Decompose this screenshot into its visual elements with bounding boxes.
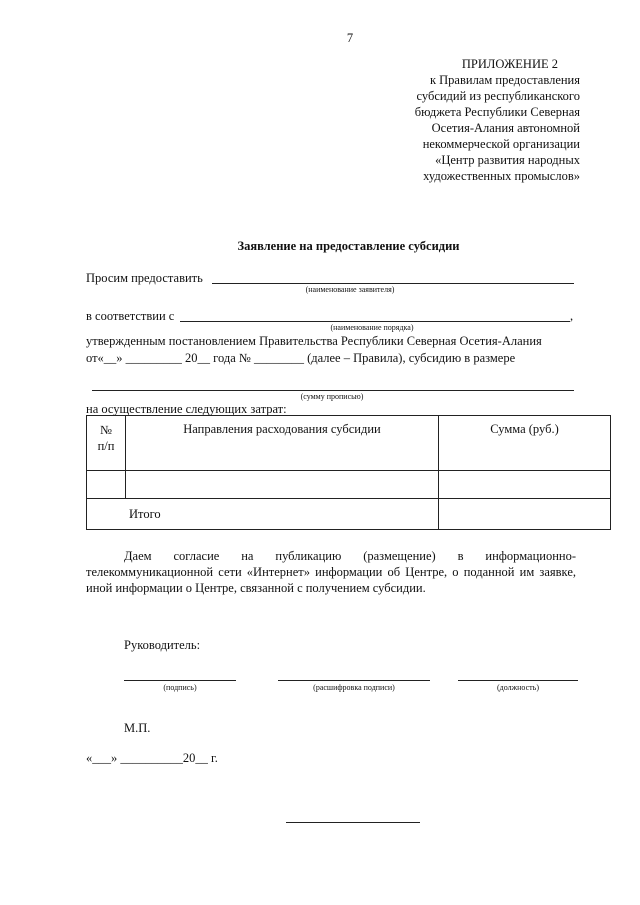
table-header-row <box>87 416 611 471</box>
table-total-row <box>87 499 611 530</box>
stamp-label: М.П. <box>124 721 151 735</box>
date-footer: «___» __________20__ г. <box>86 751 218 765</box>
appendix-line: Осетия-Алания автономной <box>431 121 580 135</box>
appendix-line: к Правилам предоставления <box>429 73 580 87</box>
costs-table <box>86 415 611 530</box>
cell-direction[interactable] <box>126 471 439 499</box>
total-sum[interactable] <box>439 499 611 530</box>
signature-hint: (подпись) <box>163 683 197 692</box>
total-label: Итого <box>129 507 161 521</box>
appendix-title: ПРИЛОЖЕНИЕ 2 <box>461 57 558 71</box>
date-line: от«__» _________ 20__ года № ________ (далее – Правила), субсидию в размере <box>86 351 516 365</box>
header-number-text: № п/п <box>97 423 115 453</box>
procedure-field[interactable] <box>180 321 570 322</box>
cell-number[interactable] <box>87 471 126 499</box>
header-number <box>87 416 126 471</box>
table-row <box>87 471 611 499</box>
form-title: Заявление на предоставление субсидии <box>237 239 460 253</box>
cell-sum[interactable] <box>439 471 611 499</box>
procedure-hint: (наименование порядка) <box>330 323 414 332</box>
applicant-hint: (наименование заявителя) <box>305 285 395 294</box>
header-direction: Направления расходования субсидии <box>126 416 439 471</box>
consent-paragraph: Даем согласие на публикацию (размещение) в информационно-телекоммуникационной сети «Интернет» информации об Центре, о поданной им заявке, иной информации о Центре, связанной с получением субсидии. <box>86 549 576 595</box>
applicant-field[interactable] <box>212 283 574 284</box>
decoding-hint: (расшифровка подписи) <box>313 683 395 692</box>
approved-line: утвержденным постановлением Правительства Республики Северная Осетия-Алания <box>86 334 542 348</box>
position-hint: (должность) <box>497 683 539 692</box>
appendix-line: бюджета Республики Северная <box>414 105 580 119</box>
amount-hint: (сумму прописью) <box>300 392 364 401</box>
accordance-prefix: в соответствии с <box>86 309 175 323</box>
appendix-line: «Центр развития народных <box>435 153 580 167</box>
costs-intro: на осуществление следующих затрат: <box>86 402 287 416</box>
page-number: 7 <box>346 31 354 45</box>
position-field[interactable] <box>458 680 578 681</box>
total-label-cell <box>87 499 439 530</box>
request-prefix: Просим предоставить <box>86 271 203 285</box>
header-sum: Сумма (руб.) <box>439 416 611 471</box>
signature-field[interactable] <box>124 680 236 681</box>
decoding-field[interactable] <box>278 680 430 681</box>
appendix-line: некоммерческой организации <box>422 137 580 151</box>
accordance-comma: , <box>570 309 574 323</box>
appendix-block <box>352 56 580 184</box>
consent-text <box>86 548 576 596</box>
bottom-rule <box>286 822 420 823</box>
head-label: Руководитель: <box>124 638 201 652</box>
appendix-line: художественных промыслов» <box>423 169 580 183</box>
amount-field[interactable] <box>92 390 574 391</box>
appendix-line: субсидий из республиканского <box>416 89 580 103</box>
